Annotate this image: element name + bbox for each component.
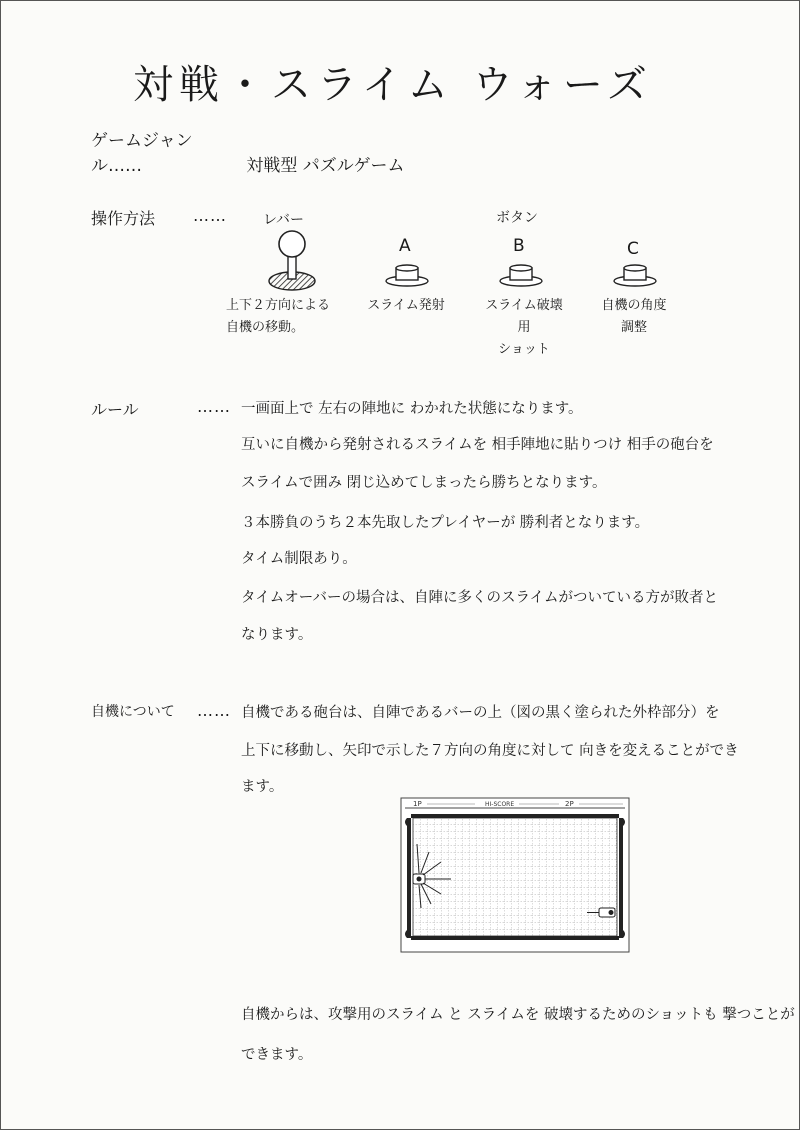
controls-dots: …… [193,206,227,225]
button-c-icon [610,263,660,289]
rules-line: 互いに自機から発射されるスライムを 相手陣地に貼りつけ 相手の砲台を [241,437,714,453]
rules-line: 一画面上で 左右の陣地に わかれた状態になります。 [241,401,583,417]
rules-line: タイム制限あり。 [241,551,357,567]
button-header: ボタン [496,210,538,226]
ship-label: 自機について [91,704,175,720]
genre-row [91,126,404,176]
rules-line: なります。 [241,627,313,643]
lever-description: 上下２方向による 自機の移動。 [226,298,331,335]
rules-dots: …… [197,397,231,416]
controls-label: 操作方法 [91,209,156,228]
button-c-description: 自機の角度 調整 [601,298,667,335]
ship-line: 自機である砲台は、自陣であるバーの上（図の黒く塗られた外枠部分）を [241,705,720,721]
footer-line: できます。 [241,1047,313,1063]
screen-hiscore-label: HI-SCORE [485,801,515,808]
ship-line: 上下に移動し、矢印で示した７方向の角度に対して 向きを変えることができ [241,743,739,759]
rules-line: タイムオーバーの場合は、自陣に多くのスライムがついている方が敗者と [241,590,719,606]
button-a-icon [382,263,432,289]
button-b-letter: B [513,236,525,256]
button-a-description: スライム発射 [367,298,445,313]
rules-line: スライムで囲み 閉じ込めてしまったら勝ちとなります。 [241,475,607,491]
footer-line: 自機からは、攻撃用のスライム と スライムを 破壊するためのショットも 撃つことが [241,1007,795,1023]
screen-2p-label: 2P [565,800,574,808]
button-b-icon [496,263,546,289]
joystick-icon [263,229,323,295]
ship-line: ます。 [241,779,284,795]
genre-label: ゲームジャンル…… [91,131,193,176]
ship-dots: …… [197,701,231,720]
game-screen-sketch [399,796,631,954]
page-title: 対戦・スライム ウォーズ [133,62,653,108]
lever-header: レバー [263,212,305,228]
genre-value: 対戦型 パズルゲーム [246,156,405,176]
button-c-letter: C [627,239,639,259]
rules-label: ルール [91,400,139,419]
rules-line: ３本勝負のうち２本先取したプレイヤーが 勝利者となります。 [241,515,650,531]
button-a-letter: A [399,236,411,256]
button-b-description: スライム破壊用 ショット [485,298,563,357]
screen-1p-label: 1P [413,800,422,808]
